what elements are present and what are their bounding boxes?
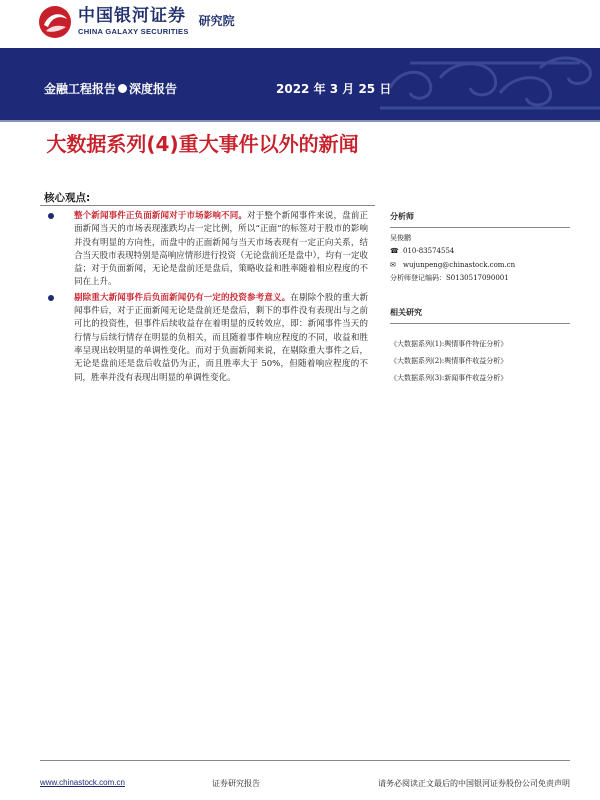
website-link[interactable]: www.chinastock.com.cn xyxy=(40,778,125,787)
bullet-dot-icon xyxy=(48,213,54,219)
analyst-heading: 分析师 xyxy=(390,210,570,228)
report-type xyxy=(44,80,177,97)
core-point-lead: 剔除重大新闻事件后负面新闻仍有一定的投资参考意义。 xyxy=(74,292,291,303)
mail-icon: ✉ xyxy=(390,260,396,269)
analyst-cert-row xyxy=(390,272,570,286)
analyst-panel xyxy=(390,210,570,286)
report-subtype-label: 深度报告 xyxy=(129,82,178,96)
report-date: 2022 年 3 月 25 日 xyxy=(276,82,392,96)
header-banner xyxy=(0,48,600,120)
analyst-cert-number: S0130517090001 xyxy=(446,274,509,282)
report-title: 大数据系列(4)重大事件以外的新闻 xyxy=(46,132,359,156)
footer-report-label: 证券研究报告 xyxy=(212,779,260,788)
core-point-body: 在剔除个股的重大新闻事件后，对于正面新闻无论是盘前还是盘后，剩下的事件没有表现出与之前可比的投资性，但事件后续收益存在着明显的反转效应，即：新闻事件当天的行情与后续行情存在明显的负相关，而且随着事件响应程度的不同，收益和胜率呈现出较明显的单调性变化。而对于负面新闻来说，在剔除重大事件之后，无论是盘前还是盘后收益仍为正，而且胜率大于 50%，但随着响应程度的不同，胜率并没有表现出明显的单调性变化。 xyxy=(74,292,368,383)
brand-name-cn: 中国银河证券 xyxy=(78,6,186,27)
footer-divider xyxy=(40,760,570,761)
related-research-panel xyxy=(390,306,570,387)
related-research-item[interactable]: 《大数据系列(2):舆情事件收益分析》 xyxy=(390,356,508,365)
related-research-item[interactable]: 《大数据系列(3):新闻事件收益分析》 xyxy=(390,373,508,382)
core-point xyxy=(44,210,368,290)
analyst-name: 吴俊鹏 xyxy=(390,233,411,242)
bullet-dot-icon xyxy=(48,295,54,301)
cloud-pattern-icon xyxy=(380,48,600,120)
header-logo xyxy=(38,4,235,40)
related-research-item[interactable]: 《大数据系列(1):舆情事件特征分析》 xyxy=(390,339,508,348)
phone-icon: ☎ xyxy=(390,247,399,255)
separator-dot-icon xyxy=(118,84,127,93)
galaxy-logo-icon xyxy=(38,5,72,39)
core-point-lead: 整个新闻事件正负面新闻对于市场影响不同。 xyxy=(74,211,248,221)
footer-disclaimer: 请务必阅读正文最后的中国银河证券股份公司免责声明 xyxy=(378,779,570,788)
core-divider xyxy=(40,205,375,206)
analyst-cert-label: 分析师登记编码： xyxy=(390,274,446,282)
core-points-list xyxy=(44,210,368,387)
core-point xyxy=(44,292,368,385)
analyst-phone-row xyxy=(390,245,570,259)
analyst-email[interactable]: wujunpeng@chinastock.com.cn xyxy=(403,260,516,269)
related-research-heading: 相关研究 xyxy=(390,306,570,324)
brand-name-en: CHINA GALAXY SECURITIES xyxy=(78,27,189,37)
core-points-heading: 核心观点: xyxy=(44,192,91,204)
institute-label: 研究院 xyxy=(198,14,235,28)
core-point-body: 对于整个新闻事件来说，盘前正面新闻当天的市场表现涨跌均占一定比例，所以“正面”的标签对于股市的影响并没有明显的方向性，而盘中的正面新闻与当天市场表现有一定正向关系，结合当天股市表现特别是高响应情形进行投资（无论盘前还是盘中），均有一定收益；对于负面新闻，无论是盘前还是盘后，策略收益和胜率随着相应程度的不同在上升。 xyxy=(74,211,368,288)
analyst-email-row xyxy=(390,259,570,273)
report-type-label: 金融工程报告 xyxy=(44,82,117,96)
banner-divider xyxy=(0,120,600,122)
analyst-phone: 010-83574554 xyxy=(403,247,455,255)
